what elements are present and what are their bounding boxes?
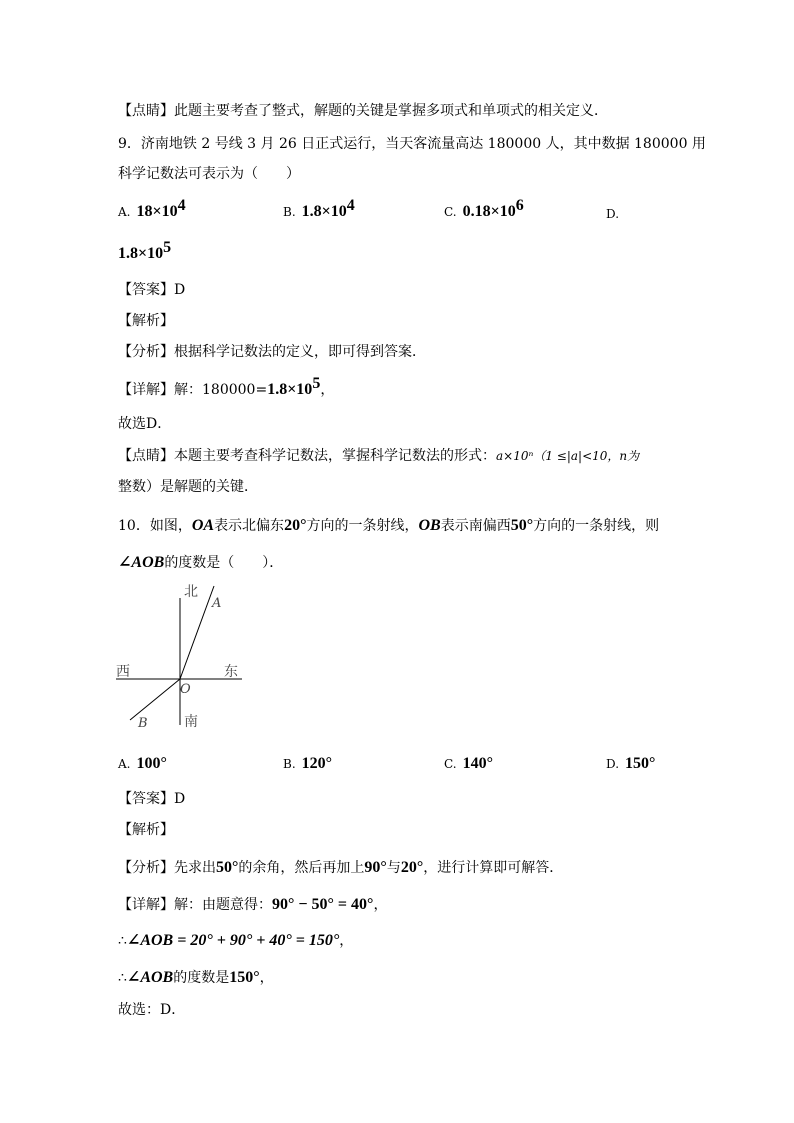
q10-option-a [118,754,167,774]
q9-option-a-exp: 4 [177,197,186,214]
q9-xiangjie-value: 1.8×10 [267,381,313,398]
q10-fenxi-deg90: 90° [364,859,387,876]
ray-ob [130,679,180,720]
q10-step1-expr: ∠AOB = 20° + 90° + 40° = 150° [126,932,340,949]
q10-stem-line1 [118,516,659,536]
q9-option-d [118,239,172,264]
q9-option-d-value: 1.8×10 [118,245,164,262]
q10-deg20: 20° [284,517,307,534]
label-south: 南 [184,714,198,730]
q9-option-d-exp: 5 [163,239,172,256]
q9-xiangjie [118,375,335,400]
q10-t1: 表示北偏东 [214,518,285,534]
q10-analysis-title: 【解析】 [118,822,174,838]
q10-fenxi [118,858,563,878]
q10-t3: 表示南偏西 [440,518,511,534]
note-line-prev: 【点睛】此题主要考查了整式，解题的关键是掌握多项式和单项式的相关定义． [118,103,608,119]
q9-note-prefix: 【点睛】本题主要考查科学记数法，掌握科学记数法的形式： [118,448,496,464]
q10-deg50: 50° [510,517,534,534]
q10-oa: OA [191,517,215,534]
q9-stem-line1: 9．济南地铁 2 号线 3 月 26 日正式运行，当天客流量高达 180000 人，其中数据 180000 用 [118,136,706,152]
q10-fenxi-d: ，进行计算即可解答． [423,860,564,876]
label-west: 西 [116,664,130,680]
q10-fenxi-c: 与 [386,860,401,876]
q10-num: 10．如图， [118,518,192,534]
q9-note-line2: 整数）是解题的关键． [118,479,258,495]
q9-option-b-exp: 4 [346,197,355,214]
q10-option-d-label: D. [606,757,620,771]
q9-stem-line2: 科学记数法可表示为（ ） [118,166,300,182]
q10-step2-text: 的度数是 [173,970,230,986]
q9-option-c-label: C. [444,205,457,219]
q10-step1-suffix: ， [339,933,354,949]
q10-t5: 的度数是（ ）． [164,555,284,571]
q10-step2 [118,968,274,988]
q9-option-c-exp: 6 [515,197,524,214]
q10-option-a-value: 100° [136,755,167,772]
q10-step2-value: 150° [229,969,260,986]
q9-note-formula: a×10ⁿ（1 ≤|a|<10，n为 [496,449,640,463]
q10-xiangjie-suffix: ， [373,897,388,913]
q9-option-c [444,197,524,222]
q10-choose: 故选：D． [118,1002,186,1018]
label-east: 东 [224,664,238,680]
label-o: O [180,682,191,697]
q10-step2-therefore: ∴ [118,970,127,986]
label-b: B [138,716,148,730]
q10-option-c-value: 140° [462,755,493,772]
q9-xiangjie-prefix: 【详解】解：180000= [118,382,268,398]
q9-option-a-value: 18×10 [136,203,178,220]
q9-option-b-value: 1.8×10 [301,203,347,220]
q10-fenxi-deg20: 20° [400,859,424,876]
q9-analysis-title: 【解析】 [118,313,174,329]
q9-option-b [283,197,355,222]
q10-option-b-value: 120° [301,755,333,772]
q10-option-c-label: C. [444,757,457,771]
q10-t4: 方向的一条射线，则 [533,518,660,534]
q10-fenxi-a: 【分析】先求出 [118,860,216,876]
label-north: 北 [184,584,198,600]
q10-step2-suffix: ， [259,970,274,986]
q9-option-d-letter: D. [606,207,620,221]
q9-option-c-value: 0.18×10 [462,203,516,220]
q9-note-line1 [118,446,639,466]
q9-option-b-label: B. [283,205,296,219]
q9-option-a [118,197,186,222]
q10-stem-line2 [118,553,283,573]
q10-option-d-value: 150° [625,755,656,772]
q10-option-c [444,754,493,774]
q10-ob: OB [418,517,441,534]
q10-step1-therefore: ∴ [118,933,127,949]
q10-step1 [118,931,353,951]
q9-choose: 故选D． [118,416,172,432]
q10-t2: 方向的一条射线， [306,518,419,534]
q10-xiangjie-expr: 90° − 50° = 40° [272,896,374,913]
q10-fenxi-b: 的余角，然后再加上 [238,860,365,876]
q10-xiangjie-prefix: 【详解】解：由题意得： [118,897,272,913]
q9-option-d-label [606,204,625,224]
direction-diagram [116,580,246,730]
q10-fenxi-deg50: 50° [216,859,239,876]
q10-angle: ∠AOB [118,554,165,571]
q10-answer: 【答案】D [118,791,186,807]
q10-option-b-label: B. [283,757,296,771]
q10-option-d [606,754,655,774]
label-a: A [212,596,222,611]
q9-xiangjie-exp: 5 [312,375,321,392]
q9-xiangjie-suffix: ， [320,382,335,398]
q9-option-a-label: A. [118,205,131,219]
q10-option-b [283,754,332,774]
q9-answer: 【答案】D [118,282,186,298]
q10-option-a-label: A. [118,757,131,771]
q9-fenxi: 【分析】根据科学记数法的定义，即可得到答案． [118,344,426,360]
q10-step2-angle: ∠AOB [126,969,174,986]
q10-xiangjie [118,895,387,915]
